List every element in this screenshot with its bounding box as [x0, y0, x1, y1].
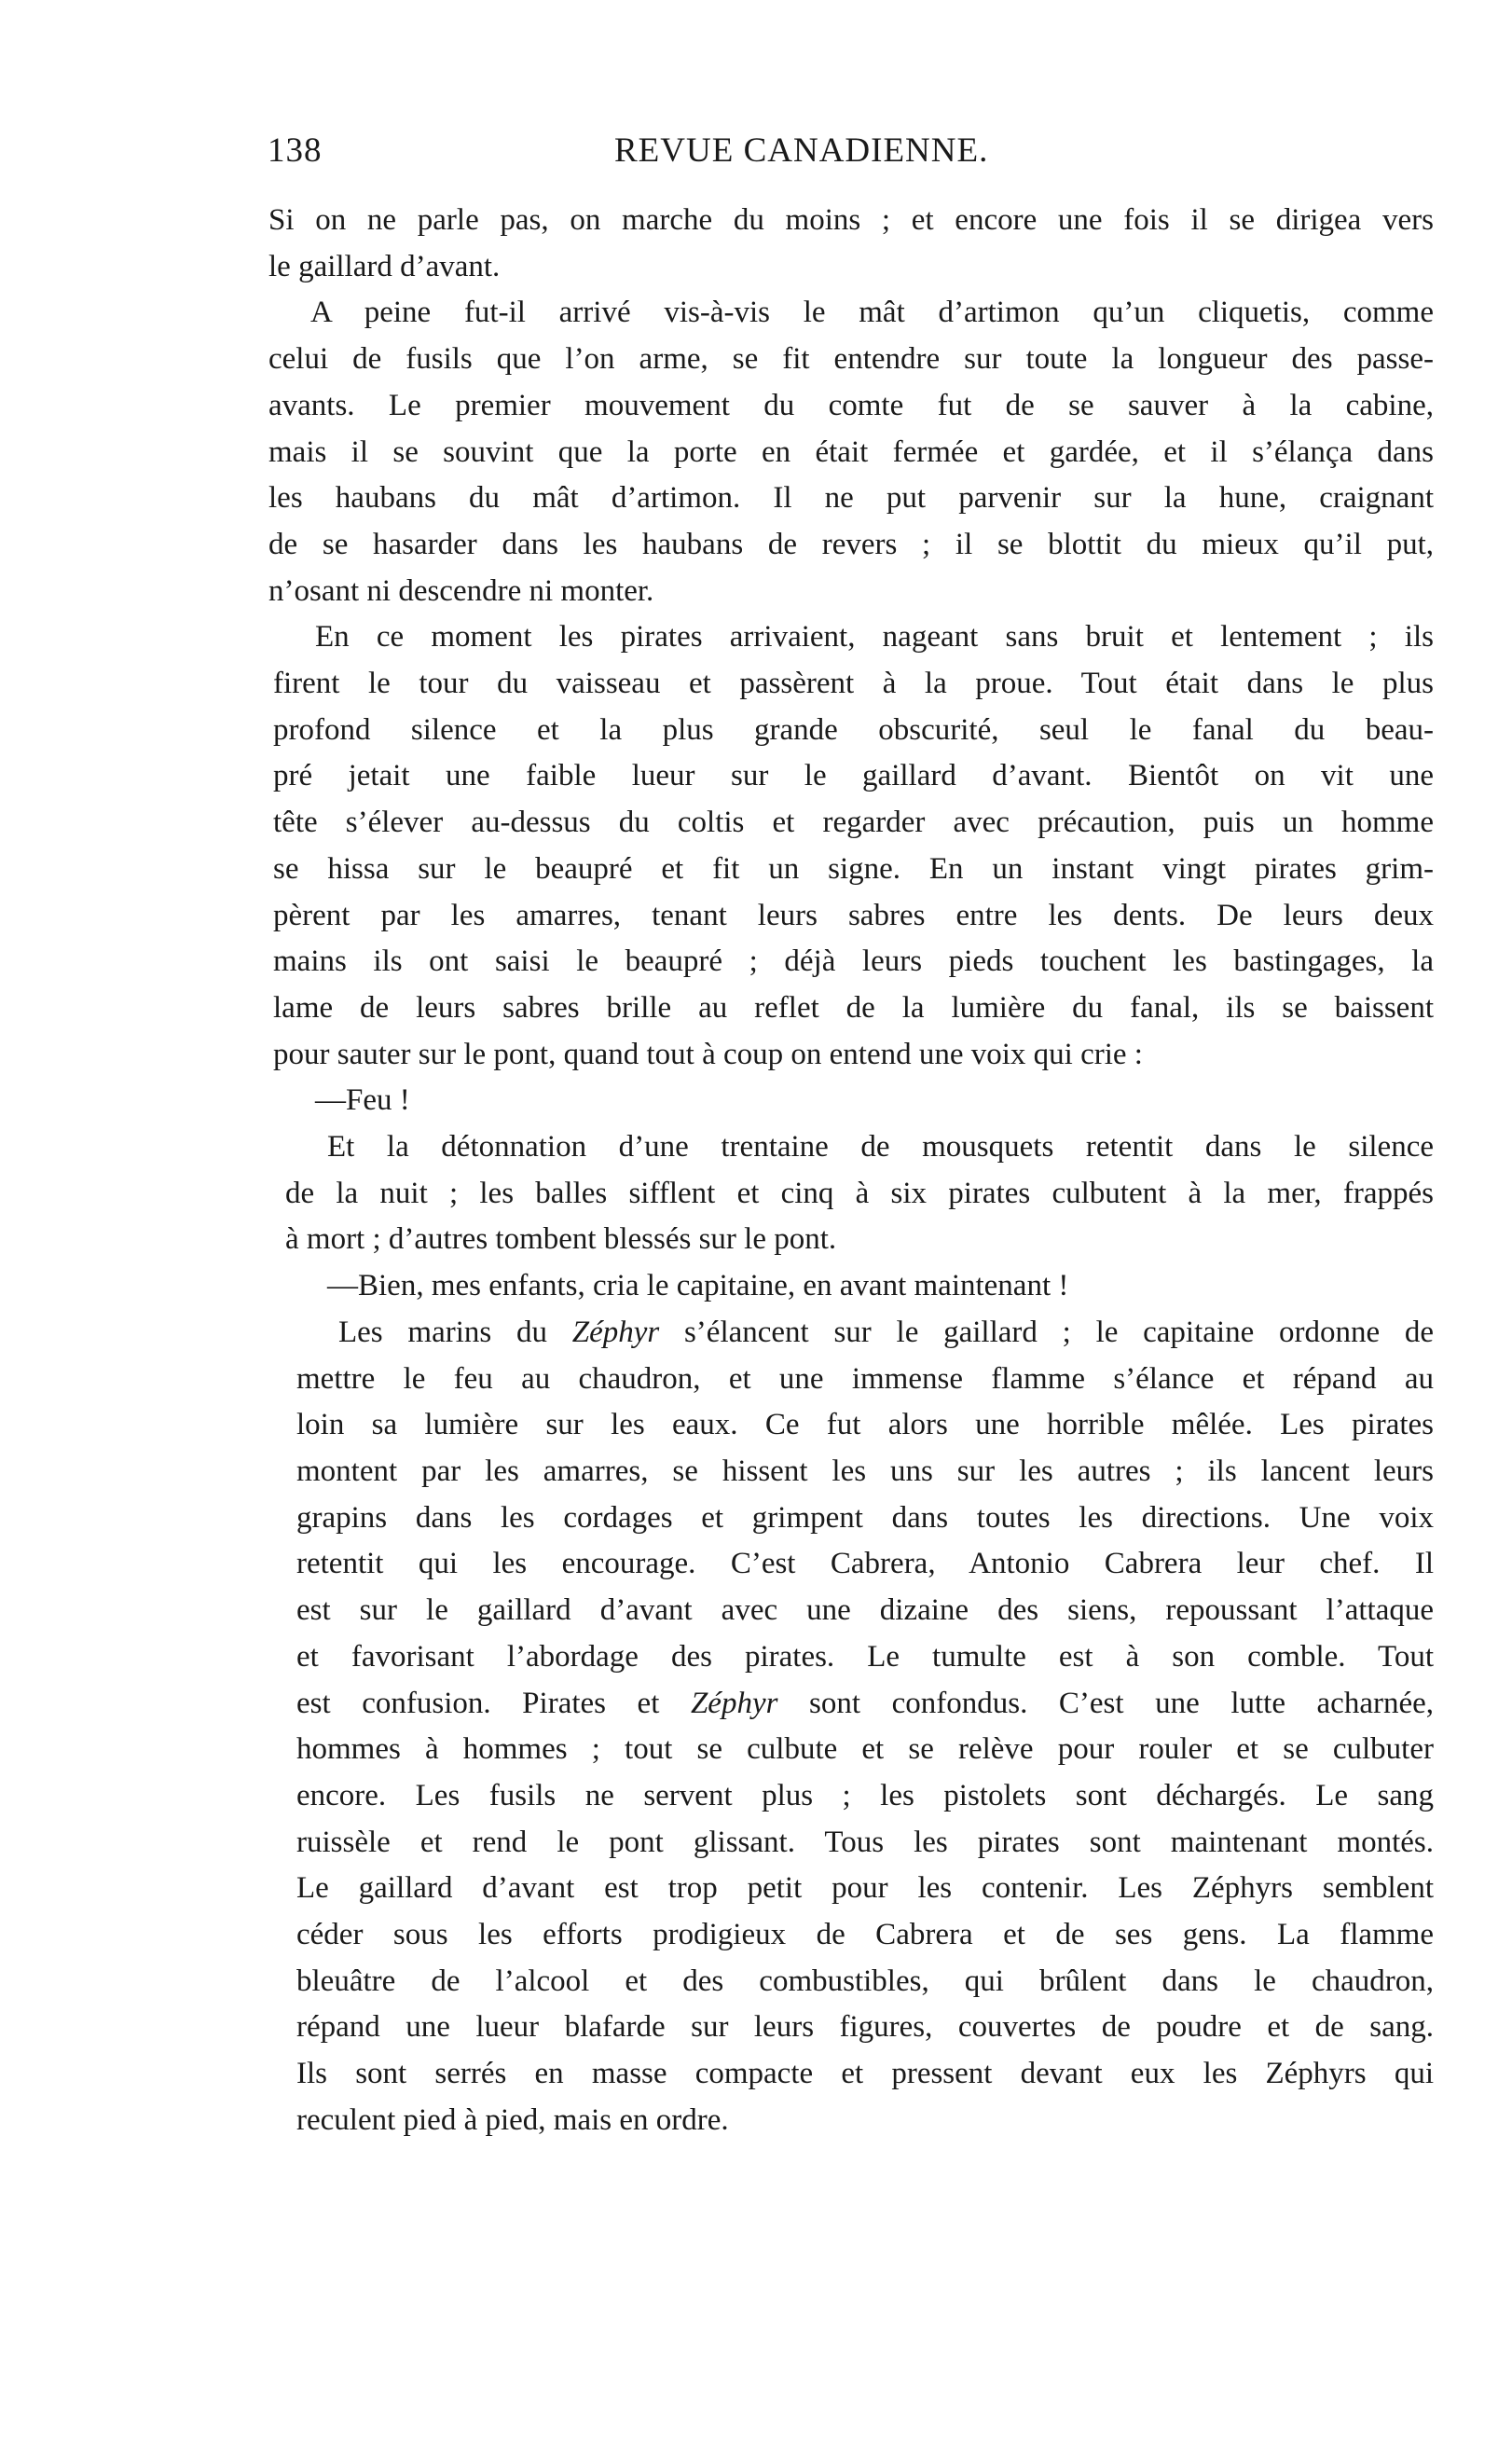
text-line: —Feu ! — [315, 1083, 410, 1118]
paragraph — [285, 1263, 1434, 1310]
running-head — [268, 131, 1447, 177]
text-line: pèrent par les amarres, tenant leurs sabres entre les dents. De leurs deux — [273, 898, 1434, 932]
text-line: céder sous les efforts prodigieux de Cabrera et de ses gens. La flamme — [296, 1918, 1434, 1952]
text-line: bleuâtre de l’alcool et des combustibles, qui brûlent dans le chaudron, — [296, 1964, 1434, 1998]
text-line: de la nuit ; les balles sifflent et cinq à six pirates culbutent à la mer, frappés — [285, 1176, 1434, 1210]
text-line: loin sa lumière sur les eaux. Ce fut alors une horrible mêlée. Les pirates — [296, 1408, 1434, 1442]
text-line: celui de fusils que l’on arme, se fit entendre sur toute la longueur des passe- — [268, 342, 1434, 377]
text-line: se hissa sur le beaupré et fit un signe. En un instant vingt pirates grim- — [273, 851, 1434, 886]
text-line: grapins dans les cordages et grimpent dans toutes les directions. Une voix — [296, 1500, 1434, 1535]
text-line: tête s’élever au-dessus du coltis et regarder avec précaution, puis un homme — [273, 806, 1434, 840]
text-line: reculent pied à pied, mais en ordre. — [296, 2102, 729, 2137]
text-line: pour sauter sur le pont, quand tout à coup on entend une voix qui crie : — [273, 1037, 1143, 1071]
text-line: les haubans du mât d’artimon. Il ne put parvenir sur la hune, craignant — [268, 481, 1434, 516]
text-line: de se hasarder dans les haubans de revers ; il se blottit du mieux qu’il put, — [268, 527, 1434, 561]
text-line: encore. Les fusils ne servent plus ; les pistolets sont déchargés. Le sang — [296, 1778, 1434, 1812]
text-line: répand une lueur blafarde sur leurs figures, couvertes de poudre et de sang. — [296, 2010, 1434, 2045]
text-line: A peine fut-il arrivé vis-à-vis le mât d’artimon qu’un cliquetis, comme — [310, 296, 1434, 330]
text-line: lame de leurs sabres brille au reflet de la lumière du fanal, ils se baissent — [273, 990, 1434, 1025]
paragraph — [273, 1078, 1434, 1124]
text-line: Si on ne parle pas, on marche du moins ; et encore une fois il se dirigea vers — [268, 203, 1434, 237]
paragraph — [273, 614, 1434, 1078]
text-line: profond silence et la plus grande obscurité, seul le fanal du beau- — [273, 712, 1434, 747]
body-text — [268, 198, 1434, 2144]
text-line: Le gaillard d’avant est trop petit pour les contenir. Les Zéphyrs semblent — [296, 1871, 1434, 1906]
text-line: firent le tour du vaisseau et passèrent à la proue. Tout était dans le plus — [273, 667, 1434, 701]
text-line: Les marins du Zéphyr s’élancent sur le gaillard ; le capitaine ordonne de — [338, 1315, 1434, 1349]
text-line: Ils sont serrés en masse compacte et pressent devant eux les Zéphyrs qui — [296, 2057, 1434, 2091]
text-line: Et la détonnation d’une trentaine de mousquets retentit dans le silence — [327, 1130, 1434, 1164]
text-line: à mort ; d’autres tombent blessés sur le pont. — [285, 1222, 837, 1257]
paragraph — [268, 198, 1434, 290]
text-line: En ce moment les pirates arrivaient, nageant sans bruit et lentement ; ils — [315, 620, 1434, 655]
text-line: mais il se souvint que la porte en était fermée et gardée, et il s’élança dans — [268, 434, 1434, 469]
text-line: —Bien, mes enfants, cria le capitaine, en avant maintenant ! — [327, 1269, 1069, 1303]
text-line: n’osant ni descendre ni monter. — [268, 573, 654, 608]
page-number: 138 — [268, 131, 323, 170]
text-line: retentit qui les encourage. C’est Cabrera, Antonio Cabrera leur chef. Il — [296, 1547, 1434, 1581]
text-line: et favorisant l’abordage des pirates. Le tumulte est à son comble. Tout — [296, 1639, 1434, 1674]
text-line: ruissèle et rend le pont glissant. Tous les pirates sont maintenant montés. — [296, 1825, 1434, 1859]
text-line: est confusion. Pirates et Zéphyr sont confondus. C’est une lutte acharnée, — [296, 1686, 1435, 1720]
paragraph — [296, 1310, 1434, 2144]
text-line: hommes à hommes ; tout se culbute et se relève pour rouler et se culbuter — [296, 1732, 1434, 1767]
paragraph — [285, 1124, 1434, 1263]
text-line: pré jetait une faible lueur sur le gaillard d’avant. Bientôt on vit une — [273, 759, 1434, 793]
ship-name: Zéphyr — [690, 1686, 778, 1720]
text-line: le gaillard d’avant. — [268, 249, 501, 283]
paragraph — [268, 290, 1434, 614]
text-line: mettre le feu au chaudron, et une immense flamme s’élance et répand au — [296, 1361, 1434, 1396]
ship-name: Zéphyr — [571, 1315, 660, 1349]
text-line: montent par les amarres, se hissent les uns sur les autres ; ils lancent leurs — [296, 1454, 1434, 1488]
text-line: est sur le gaillard d’avant avec une dizaine des siens, repoussant l’attaque — [296, 1593, 1434, 1628]
text-line: avants. Le premier mouvement du comte fut de se sauver à la cabine, — [268, 388, 1434, 422]
journal-title: REVUE CANADIENNE. — [614, 131, 989, 170]
text-line: mains ils ont saisi le beaupré ; déjà leurs pieds touchent les bastingages, la — [273, 944, 1434, 979]
